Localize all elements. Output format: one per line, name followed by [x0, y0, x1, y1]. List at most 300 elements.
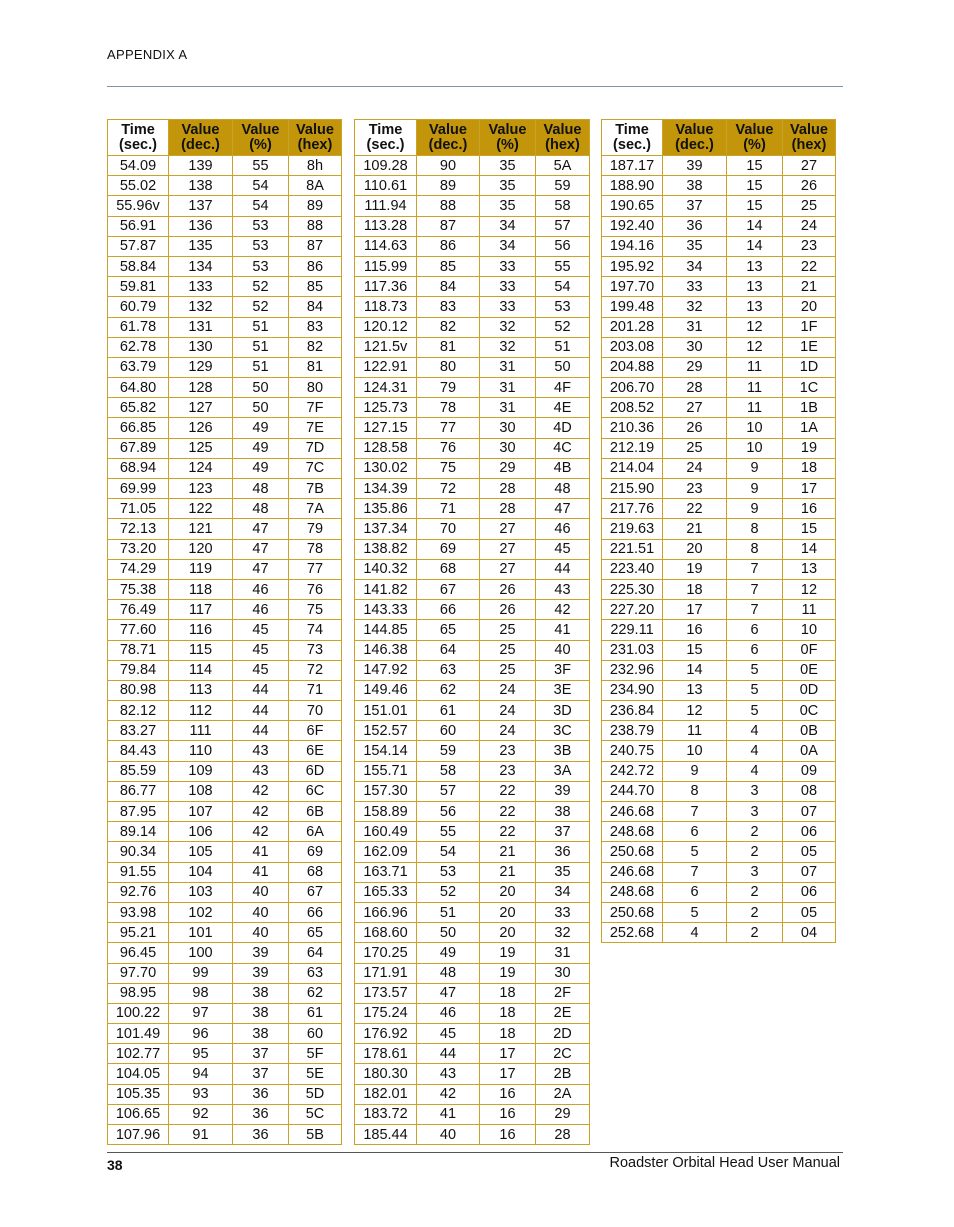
value-pct-cell: 11 [727, 398, 783, 418]
value-dec-cell: 54 [417, 842, 480, 862]
value-pct-cell: 4 [727, 761, 783, 781]
time-cell: 163.71 [355, 862, 417, 882]
value-hex-cell: 08 [783, 781, 836, 801]
value-dec-cell: 69 [417, 539, 480, 559]
table-row [355, 902, 590, 922]
column-header-time: Time (sec.) [108, 120, 169, 156]
time-cell: 246.68 [602, 862, 663, 882]
value-pct-cell: 40 [233, 923, 289, 943]
value-hex-cell: 36 [536, 842, 590, 862]
time-cell: 187.17 [602, 156, 663, 176]
table-row [355, 640, 590, 660]
value-hex-cell: 74 [289, 620, 342, 640]
value-pct-cell: 3 [727, 862, 783, 882]
value-hex-cell: 1A [783, 418, 836, 438]
table-row [108, 1104, 342, 1124]
column-header-time: Time (sec.) [602, 120, 663, 156]
time-cell: 192.40 [602, 216, 663, 236]
value-hex-cell: 5E [289, 1064, 342, 1084]
value-pct-cell: 37 [233, 1044, 289, 1064]
table-row [602, 640, 836, 660]
value-dec-cell: 100 [169, 943, 233, 963]
value-dec-cell: 135 [169, 236, 233, 256]
time-cell: 106.65 [108, 1104, 169, 1124]
table-row [355, 156, 590, 176]
value-dec-cell: 126 [169, 418, 233, 438]
value-hex-cell: 59 [536, 176, 590, 196]
value-pct-cell: 40 [233, 882, 289, 902]
value-dec-cell: 103 [169, 882, 233, 902]
table-row [108, 943, 342, 963]
value-hex-cell: 46 [536, 519, 590, 539]
value-hex-cell: 3B [536, 741, 590, 761]
table-row [355, 1044, 590, 1064]
value-dec-cell: 107 [169, 802, 233, 822]
table-row [108, 579, 342, 599]
time-cell: 79.84 [108, 660, 169, 680]
time-cell: 57.87 [108, 236, 169, 256]
column-header-value-hex: Value (hex) [289, 120, 342, 156]
value-pct-cell: 51 [233, 317, 289, 337]
table-row [602, 156, 836, 176]
table-row [355, 1064, 590, 1084]
value-dec-cell: 102 [169, 902, 233, 922]
value-pct-cell: 41 [233, 862, 289, 882]
table-row [108, 156, 342, 176]
table-row [108, 297, 342, 317]
value-pct-cell: 18 [480, 1003, 536, 1023]
value-hex-cell: 40 [536, 640, 590, 660]
value-hex-cell: 48 [536, 479, 590, 499]
value-pct-cell: 54 [233, 196, 289, 216]
value-dec-cell: 4 [663, 923, 727, 943]
value-pct-cell: 34 [480, 216, 536, 236]
value-pct-cell: 18 [480, 1024, 536, 1044]
value-hex-cell: 6A [289, 822, 342, 842]
value-dec-cell: 11 [663, 721, 727, 741]
value-pct-cell: 36 [233, 1104, 289, 1124]
value-dec-cell: 116 [169, 620, 233, 640]
value-dec-cell: 124 [169, 458, 233, 478]
value-pct-cell: 22 [480, 822, 536, 842]
table-row [108, 721, 342, 741]
value-pct-cell: 52 [233, 277, 289, 297]
value-pct-cell: 27 [480, 559, 536, 579]
table-row [108, 963, 342, 983]
value-hex-cell: 17 [783, 479, 836, 499]
time-cell: 92.76 [108, 882, 169, 902]
table-row [602, 438, 836, 458]
value-dec-cell: 52 [417, 882, 480, 902]
value-pct-cell: 53 [233, 216, 289, 236]
time-cell: 232.96 [602, 660, 663, 680]
value-dec-cell: 82 [417, 317, 480, 337]
table-row [355, 963, 590, 983]
value-dec-cell: 114 [169, 660, 233, 680]
table-row [355, 882, 590, 902]
value-dec-cell: 111 [169, 721, 233, 741]
value-hex-cell: 2E [536, 1003, 590, 1023]
value-dec-cell: 51 [417, 902, 480, 922]
value-dec-cell: 128 [169, 378, 233, 398]
value-hex-cell: 64 [289, 943, 342, 963]
value-dec-cell: 20 [663, 539, 727, 559]
time-cell: 227.20 [602, 600, 663, 620]
table-row [602, 499, 836, 519]
value-hex-cell: 3C [536, 721, 590, 741]
value-hex-cell: 63 [289, 963, 342, 983]
value-dec-cell: 34 [663, 256, 727, 276]
value-dec-cell: 108 [169, 781, 233, 801]
value-dec-cell: 6 [663, 882, 727, 902]
table-row [355, 297, 590, 317]
time-cell: 240.75 [602, 741, 663, 761]
value-pct-cell: 10 [727, 438, 783, 458]
table-row [602, 559, 836, 579]
value-pct-cell: 24 [480, 680, 536, 700]
time-cell: 89.14 [108, 822, 169, 842]
value-hex-cell: 11 [783, 600, 836, 620]
time-cell: 250.68 [602, 902, 663, 922]
value-hex-cell: 55 [536, 256, 590, 276]
value-dec-cell: 7 [663, 862, 727, 882]
table-row [355, 701, 590, 721]
time-cell: 127.15 [355, 418, 417, 438]
value-dec-cell: 50 [417, 923, 480, 943]
value-dec-cell: 5 [663, 902, 727, 922]
value-hex-cell: 37 [536, 822, 590, 842]
value-dec-cell: 80 [417, 357, 480, 377]
column-header-value-hex: Value (hex) [783, 120, 836, 156]
table-row [602, 317, 836, 337]
value-hex-cell: 19 [783, 438, 836, 458]
value-pct-cell: 51 [233, 357, 289, 377]
header-divider [107, 86, 843, 87]
value-dec-cell: 78 [417, 398, 480, 418]
table-row [602, 680, 836, 700]
table-row [108, 499, 342, 519]
value-hex-cell: 45 [536, 539, 590, 559]
value-pct-cell: 14 [727, 236, 783, 256]
value-hex-cell: 31 [536, 943, 590, 963]
table-row [602, 519, 836, 539]
time-cell: 134.39 [355, 479, 417, 499]
value-hex-cell: 16 [783, 499, 836, 519]
value-pct-cell: 36 [233, 1125, 289, 1145]
table-row [108, 1064, 342, 1084]
value-pct-cell: 20 [480, 882, 536, 902]
value-dec-cell: 36 [663, 216, 727, 236]
value-dec-cell: 129 [169, 357, 233, 377]
value-pct-cell: 35 [480, 156, 536, 176]
table-row [108, 620, 342, 640]
value-dec-cell: 56 [417, 802, 480, 822]
value-dec-cell: 113 [169, 680, 233, 700]
value-pct-cell: 38 [233, 1003, 289, 1023]
value-dec-cell: 57 [417, 781, 480, 801]
table-row [355, 277, 590, 297]
value-hex-cell: 42 [536, 600, 590, 620]
value-dec-cell: 18 [663, 579, 727, 599]
table-row [355, 1024, 590, 1044]
value-dec-cell: 21 [663, 519, 727, 539]
value-dec-cell: 48 [417, 963, 480, 983]
value-pct-cell: 5 [727, 701, 783, 721]
time-cell: 166.96 [355, 902, 417, 922]
time-cell: 90.34 [108, 842, 169, 862]
table-row [355, 1125, 590, 1145]
value-dec-cell: 22 [663, 499, 727, 519]
time-cell: 71.05 [108, 499, 169, 519]
value-dec-cell: 28 [663, 378, 727, 398]
value-hex-cell: 56 [536, 236, 590, 256]
table-row [602, 378, 836, 398]
value-hex-cell: 52 [536, 317, 590, 337]
value-pct-cell: 40 [233, 902, 289, 922]
value-table-1 [107, 119, 342, 1145]
column-header-value-dec: Value (dec.) [169, 120, 233, 156]
value-pct-cell: 20 [480, 923, 536, 943]
table-row [602, 458, 836, 478]
time-cell: 183.72 [355, 1104, 417, 1124]
value-pct-cell: 29 [480, 458, 536, 478]
value-hex-cell: 8h [289, 156, 342, 176]
value-dec-cell: 14 [663, 660, 727, 680]
value-pct-cell: 25 [480, 660, 536, 680]
value-dec-cell: 60 [417, 721, 480, 741]
table-row [602, 256, 836, 276]
value-dec-cell: 83 [417, 297, 480, 317]
table-row [108, 600, 342, 620]
value-dec-cell: 58 [417, 761, 480, 781]
value-pct-cell: 41 [233, 842, 289, 862]
table-row [602, 781, 836, 801]
time-cell: 78.71 [108, 640, 169, 660]
value-pct-cell: 46 [233, 579, 289, 599]
value-pct-cell: 50 [233, 378, 289, 398]
time-cell: 74.29 [108, 559, 169, 579]
time-cell: 221.51 [602, 539, 663, 559]
table-row [108, 458, 342, 478]
value-dec-cell: 138 [169, 176, 233, 196]
value-pct-cell: 16 [480, 1084, 536, 1104]
table-row [108, 398, 342, 418]
time-cell: 66.85 [108, 418, 169, 438]
table-row [355, 337, 590, 357]
value-pct-cell: 15 [727, 176, 783, 196]
time-cell: 67.89 [108, 438, 169, 458]
value-hex-cell: 6F [289, 721, 342, 741]
value-dec-cell: 23 [663, 479, 727, 499]
time-cell: 77.60 [108, 620, 169, 640]
value-hex-cell: 07 [783, 862, 836, 882]
table-row [355, 378, 590, 398]
value-hex-cell: 60 [289, 1024, 342, 1044]
time-cell: 98.95 [108, 983, 169, 1003]
time-cell: 185.44 [355, 1125, 417, 1145]
value-pct-cell: 33 [480, 256, 536, 276]
time-cell: 86.77 [108, 781, 169, 801]
value-dec-cell: 115 [169, 640, 233, 660]
table-row [355, 721, 590, 741]
table-row [108, 236, 342, 256]
table-row [108, 923, 342, 943]
value-pct-cell: 17 [480, 1064, 536, 1084]
value-pct-cell: 23 [480, 761, 536, 781]
value-hex-cell: 5C [289, 1104, 342, 1124]
table-row [355, 781, 590, 801]
value-hex-cell: 3D [536, 701, 590, 721]
time-cell: 178.61 [355, 1044, 417, 1064]
time-cell: 248.68 [602, 822, 663, 842]
table-row [602, 196, 836, 216]
table-row [108, 902, 342, 922]
value-hex-cell: 30 [536, 963, 590, 983]
value-hex-cell: 04 [783, 923, 836, 943]
table-row [355, 923, 590, 943]
value-dec-cell: 26 [663, 418, 727, 438]
column-header-value-dec: Value (dec.) [663, 120, 727, 156]
time-cell: 113.28 [355, 216, 417, 236]
value-pct-cell: 21 [480, 862, 536, 882]
value-pct-cell: 5 [727, 660, 783, 680]
time-cell: 75.38 [108, 579, 169, 599]
table-row [355, 822, 590, 842]
time-cell: 219.63 [602, 519, 663, 539]
value-hex-cell: 88 [289, 216, 342, 236]
time-cell: 93.98 [108, 902, 169, 922]
table-row [108, 1084, 342, 1104]
table-row [108, 196, 342, 216]
value-hex-cell: 6D [289, 761, 342, 781]
value-hex-cell: 3A [536, 761, 590, 781]
value-pct-cell: 35 [480, 196, 536, 216]
table-row [602, 579, 836, 599]
value-hex-cell: 39 [536, 781, 590, 801]
table-row [355, 357, 590, 377]
value-pct-cell: 55 [233, 156, 289, 176]
table-row [602, 741, 836, 761]
value-hex-cell: 18 [783, 458, 836, 478]
value-pct-cell: 22 [480, 781, 536, 801]
value-hex-cell: 44 [536, 559, 590, 579]
time-cell: 62.78 [108, 337, 169, 357]
value-pct-cell: 12 [727, 337, 783, 357]
time-cell: 65.82 [108, 398, 169, 418]
value-dec-cell: 46 [417, 1003, 480, 1023]
value-hex-cell: 15 [783, 519, 836, 539]
value-pct-cell: 50 [233, 398, 289, 418]
time-cell: 55.96v [108, 196, 169, 216]
value-dec-cell: 133 [169, 277, 233, 297]
value-hex-cell: 86 [289, 256, 342, 276]
value-dec-cell: 39 [663, 156, 727, 176]
table-row [108, 781, 342, 801]
value-dec-cell: 7 [663, 802, 727, 822]
value-pct-cell: 31 [480, 378, 536, 398]
value-dec-cell: 95 [169, 1044, 233, 1064]
value-hex-cell: 68 [289, 862, 342, 882]
value-hex-cell: 51 [536, 337, 590, 357]
value-dec-cell: 79 [417, 378, 480, 398]
value-dec-cell: 49 [417, 943, 480, 963]
time-cell: 101.49 [108, 1024, 169, 1044]
value-dec-cell: 109 [169, 761, 233, 781]
value-hex-cell: 0C [783, 701, 836, 721]
value-pct-cell: 52 [233, 297, 289, 317]
table-row [355, 741, 590, 761]
value-pct-cell: 13 [727, 256, 783, 276]
time-cell: 82.12 [108, 701, 169, 721]
table-row [108, 862, 342, 882]
value-pct-cell: 22 [480, 802, 536, 822]
table-row [108, 559, 342, 579]
value-hex-cell: 89 [289, 196, 342, 216]
value-hex-cell: 41 [536, 620, 590, 640]
table-row [602, 620, 836, 640]
value-dec-cell: 131 [169, 317, 233, 337]
table-row [602, 842, 836, 862]
time-cell: 84.43 [108, 741, 169, 761]
time-cell: 173.57 [355, 983, 417, 1003]
time-cell: 147.92 [355, 660, 417, 680]
table-row [355, 176, 590, 196]
table-row [355, 680, 590, 700]
time-cell: 175.24 [355, 1003, 417, 1023]
value-pct-cell: 19 [480, 963, 536, 983]
value-pct-cell: 44 [233, 721, 289, 741]
value-dec-cell: 42 [417, 1084, 480, 1104]
time-cell: 138.82 [355, 539, 417, 559]
table-row [602, 721, 836, 741]
time-cell: 56.91 [108, 216, 169, 236]
value-hex-cell: 67 [289, 882, 342, 902]
value-pct-cell: 7 [727, 600, 783, 620]
value-hex-cell: 69 [289, 842, 342, 862]
table-row [108, 479, 342, 499]
value-hex-cell: 13 [783, 559, 836, 579]
column-header-value-dec: Value (dec.) [417, 120, 480, 156]
value-hex-cell: 06 [783, 882, 836, 902]
value-pct-cell: 44 [233, 680, 289, 700]
value-dec-cell: 33 [663, 277, 727, 297]
value-dec-cell: 104 [169, 862, 233, 882]
table-row [108, 216, 342, 236]
value-hex-cell: 7A [289, 499, 342, 519]
value-dec-cell: 106 [169, 822, 233, 842]
value-dec-cell: 59 [417, 741, 480, 761]
value-dec-cell: 24 [663, 458, 727, 478]
time-cell: 87.95 [108, 802, 169, 822]
table-row [108, 378, 342, 398]
value-hex-cell: 2D [536, 1024, 590, 1044]
value-hex-cell: 28 [536, 1125, 590, 1145]
table-row [602, 277, 836, 297]
time-cell: 120.12 [355, 317, 417, 337]
section-header: APPENDIX A [107, 47, 188, 62]
value-pct-cell: 53 [233, 236, 289, 256]
table-row [355, 842, 590, 862]
time-cell: 229.11 [602, 620, 663, 640]
value-hex-cell: 10 [783, 620, 836, 640]
value-table-3 [601, 119, 836, 943]
value-hex-cell: 58 [536, 196, 590, 216]
value-hex-cell: 27 [783, 156, 836, 176]
value-pct-cell: 2 [727, 923, 783, 943]
value-pct-cell: 43 [233, 741, 289, 761]
time-cell: 124.31 [355, 378, 417, 398]
value-dec-cell: 68 [417, 559, 480, 579]
